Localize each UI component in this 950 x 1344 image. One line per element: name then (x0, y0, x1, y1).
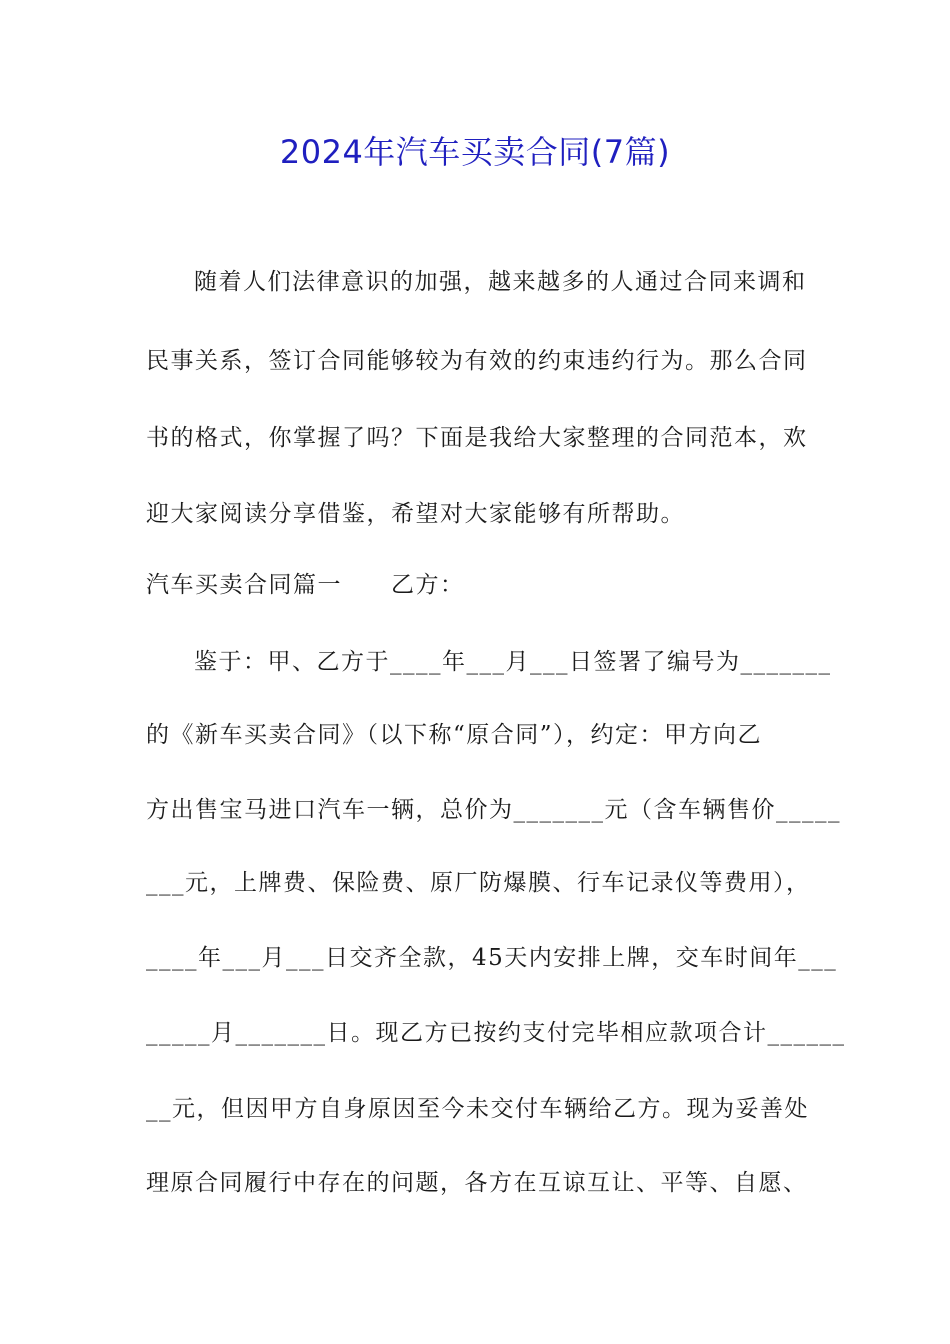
paragraph-line-4: 迎大家阅读分享借鉴，希望对大家能够有所帮助。 (146, 501, 685, 527)
document-title: 2024年汽车买卖合同(7篇) (279, 133, 671, 171)
section-heading: 汽车买卖合同篇一 乙方： (146, 572, 465, 598)
paragraph-line-2: 民事关系，签订合同能够较为有效的约束违约行为。那么合同 (146, 348, 808, 374)
paragraph-line-9: ____年___月___日交齐全款，45天内安排上牌，交车时间年___ (146, 945, 838, 971)
paragraph-line-3: 书的格式，你掌握了吗？下面是我给大家整理的合同范本，欢 (146, 425, 808, 451)
paragraph-line-10: _____月_______日。现乙方已按约支付完毕相应款项合计______ (146, 1020, 846, 1046)
paragraph-line-8: ___元，上牌费、保险费、原厂防爆膜、行车记录仪等费用）， (146, 870, 811, 896)
paragraph-line-11: __元，但因甲方自身原因至今未交付车辆给乙方。现为妥善处 (146, 1096, 809, 1122)
paragraph-line-7: 方出售宝马进口汽车一辆，总价为_______元（含车辆售价_____ (146, 797, 841, 823)
paragraph-line-1: 随着人们法律意识的加强，越来越多的人通过合同来调和 (194, 269, 807, 295)
paragraph-line-12: 理原合同履行中存在的问题，各方在互谅互让、平等、自愿、 (146, 1170, 808, 1196)
paragraph-line-5: 鉴于：甲、乙方于____年___月___日签署了编号为_______ (194, 649, 832, 675)
paragraph-line-6: 的《新车买卖合同》（以下称“原合同”），约定：甲方向乙 (146, 722, 763, 748)
